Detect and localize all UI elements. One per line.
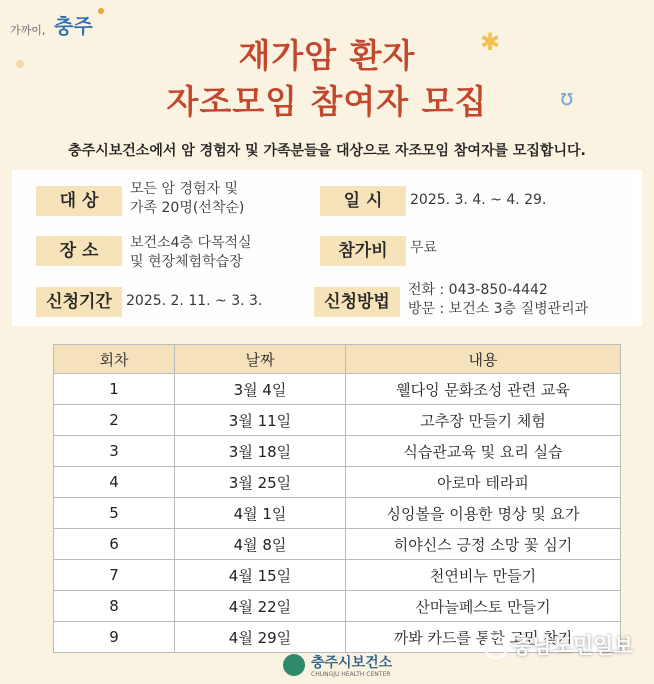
- intro-text: 충주시보건소에서 암 경험자 및 가족분들을 대상으로 자조모임 참여자를 모집합니다.: [68, 143, 586, 159]
- apply-period-value: 2025. 2. 11. ~ 3. 3.: [126, 293, 263, 309]
- table-row: [54, 498, 621, 529]
- session-date: 4월 29일: [175, 622, 346, 653]
- session-number: 3: [54, 436, 175, 467]
- session-number: 9: [54, 622, 175, 653]
- session-content: 천연비누 만들기: [346, 560, 621, 591]
- target-value-2: 가족 20명(선착순): [130, 200, 245, 216]
- session-date: 4월 15일: [175, 560, 346, 591]
- session-date: 3월 25일: [175, 467, 346, 498]
- apply-method-visit: 방문 : 보건소 3층 질병관리과: [408, 301, 589, 317]
- table-row: [54, 591, 621, 622]
- health-center-mark-icon: [283, 654, 305, 676]
- header-content: 내용: [346, 345, 621, 374]
- date-value: 2025. 3. 4. ~ 4. 29.: [410, 192, 547, 208]
- session-number: 5: [54, 498, 175, 529]
- header-date: 날짜: [175, 345, 346, 374]
- title-line-1: 재가암 환자: [238, 36, 416, 75]
- session-date: 3월 4일: [175, 374, 346, 405]
- session-date: 4월 1일: [175, 498, 346, 529]
- table-row: [54, 374, 621, 405]
- session-content: 웰다잉 문화조성 관련 교육: [346, 374, 621, 405]
- health-center-name-en: CHUNGJU HEALTH CENTER: [311, 671, 391, 678]
- schedule-table: [53, 344, 621, 653]
- title-line-2: 자조모임 참여자 모집: [166, 82, 488, 121]
- watermark-icon: [484, 635, 508, 659]
- date-label: 일 시: [320, 186, 406, 216]
- table-row: [54, 529, 621, 560]
- session-number: 7: [54, 560, 175, 591]
- apply-method-label: 신청방법: [314, 287, 400, 317]
- place-label: 장 소: [36, 236, 122, 266]
- logo-dot: [98, 8, 104, 14]
- session-number: 8: [54, 591, 175, 622]
- watermark-text: 충남도민일보: [512, 634, 634, 658]
- session-date: 4월 22일: [175, 591, 346, 622]
- apply-method-phone: 전화 : 043-850-4442: [408, 282, 548, 298]
- table-header-row: [54, 345, 621, 374]
- session-number: 6: [54, 529, 175, 560]
- news-watermark: [484, 630, 634, 660]
- session-content: 까봐 카드를 통한 고민 찾기: [346, 622, 621, 653]
- fee-value: 무료: [410, 240, 438, 256]
- table-row: [54, 467, 621, 498]
- session-content: 식습관교육 및 요리 실습: [346, 436, 621, 467]
- session-content: 아로마 테라피: [346, 467, 621, 498]
- swirl-icon: ʊ: [560, 86, 574, 111]
- header-session: 회차: [54, 345, 175, 374]
- target-label: 대 상: [36, 186, 122, 216]
- place-value-2: 및 현장체험학습장: [130, 254, 243, 270]
- info-box: [12, 170, 642, 326]
- logo-big-text: 충주: [54, 14, 93, 38]
- session-content: 고추장 만들기 체험: [346, 405, 621, 436]
- session-number: 1: [54, 374, 175, 405]
- star-icon: ✱: [480, 28, 501, 56]
- session-content: 싱잉볼을 이용한 명상 및 요가: [346, 498, 621, 529]
- logo-small-text: 가까이,: [10, 24, 46, 37]
- session-date: 3월 18일: [175, 436, 346, 467]
- fee-label: 참가비: [320, 236, 406, 266]
- apply-period-label: 신청기간: [36, 287, 122, 317]
- place-value-1: 보건소4층 다목적실: [130, 235, 252, 251]
- session-number: 4: [54, 467, 175, 498]
- table-row: [54, 405, 621, 436]
- session-date: 3월 11일: [175, 405, 346, 436]
- health-center-name: 충주시보건소: [311, 655, 393, 671]
- session-number: 2: [54, 405, 175, 436]
- session-content: 히야신스 긍정 소망 꽃 심기: [346, 529, 621, 560]
- session-date: 4월 8일: [175, 529, 346, 560]
- target-value-1: 모든 암 경험자 및: [130, 181, 239, 197]
- table-row: [54, 436, 621, 467]
- table-row: [54, 560, 621, 591]
- session-content: 산마늘페스토 만들기: [346, 591, 621, 622]
